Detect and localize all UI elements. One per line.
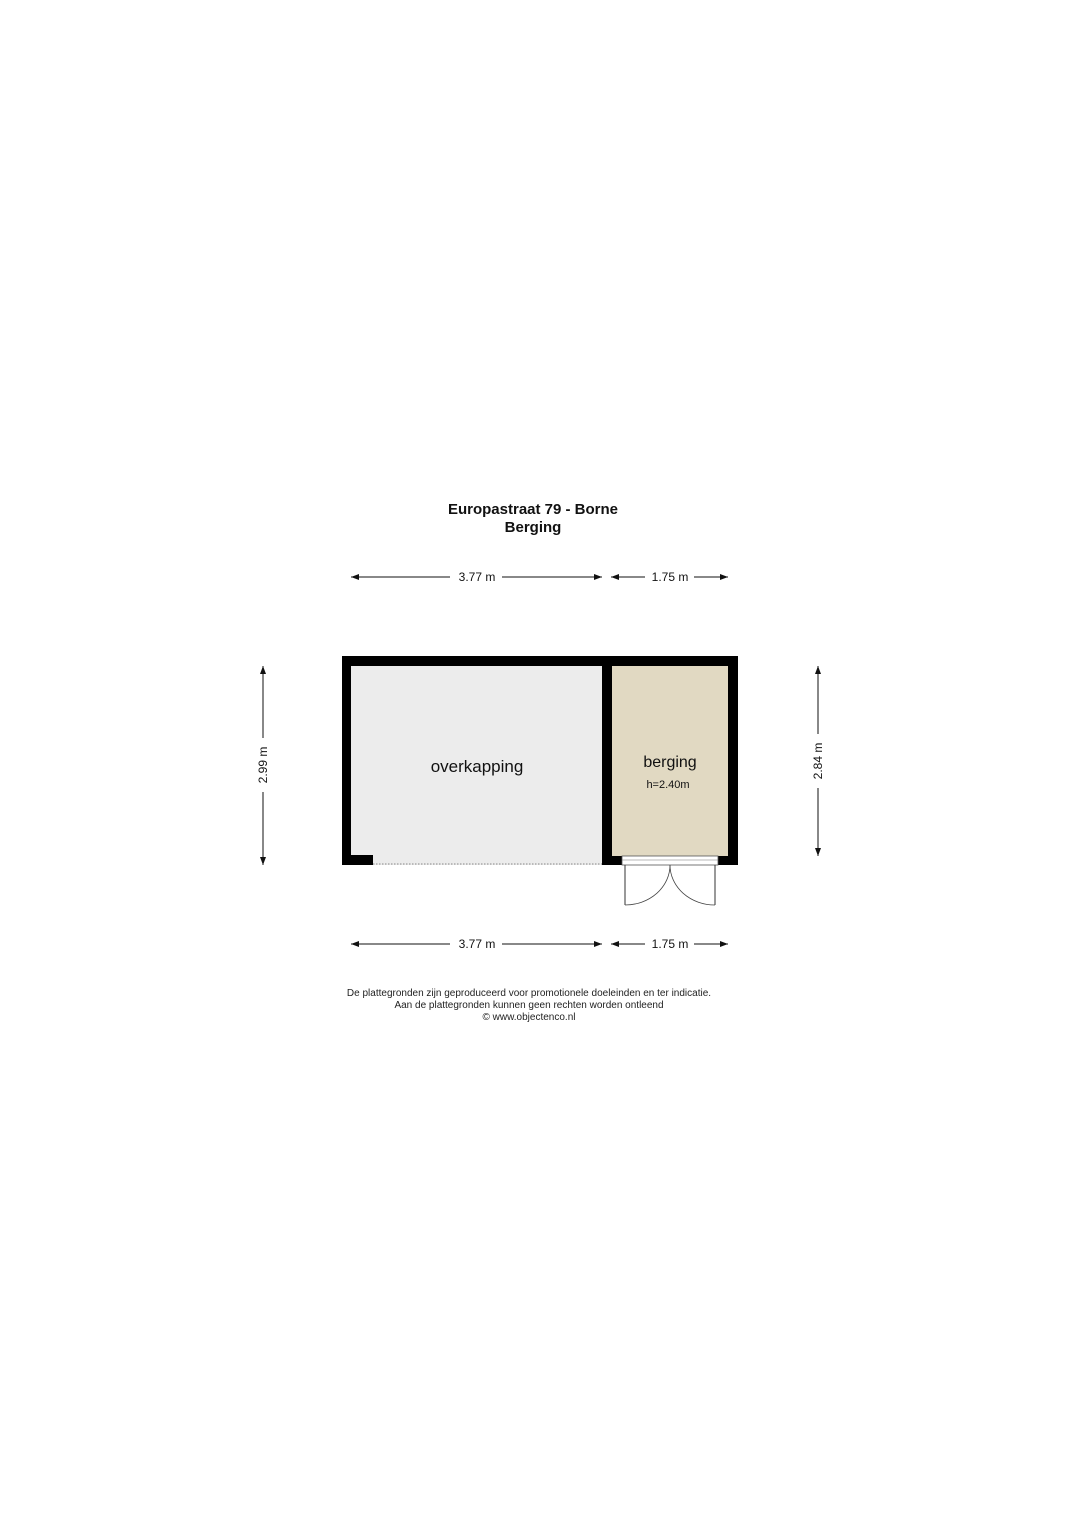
dimension-left-height-label: 2.99 m [256,746,270,784]
dimension-top-right-label: 1.75 m [651,570,689,584]
dimension-left-height [256,666,270,865]
room-berging-height: h=2.40m [646,779,690,791]
floor-name: Berging [504,519,562,536]
dimension-bottom-right-label: 1.75 m [651,937,689,951]
dimension-right-height [811,666,825,856]
room-berging-label: berging [643,754,697,771]
plan-title: Europastraat 79 - Borne [447,501,619,518]
wall-top [342,656,738,666]
dimension-top-left-label: 3.77 m [458,570,496,584]
dimension-bottom-right [611,937,728,951]
copyright-line: © www.objectenco.nl [482,1012,576,1023]
double-door [622,856,718,905]
wall-partition [602,666,612,865]
wall-right [728,656,738,865]
wall-bottom-berging-left [612,856,622,865]
wall-left [342,656,351,865]
dimension-bottom-left [351,937,602,951]
dimension-right-height-label: 2.84 m [811,742,825,780]
disclaimer-line-2: Aan de plattegronden kunnen geen rechten worden ontleend [394,1000,664,1011]
dimension-top-right [611,570,728,584]
room-overkapping-label: overkapping [430,757,524,776]
wall-stub-bottom-left [351,855,373,865]
wall-bottom-berging-right [718,856,728,865]
dimension-top-left [351,570,602,584]
disclaimer-line-1: De plattegronden zijn geproduceerd voor promotionele doeleinden en ter indicatie. [346,988,712,999]
dimension-bottom-left-label: 3.77 m [458,937,496,951]
